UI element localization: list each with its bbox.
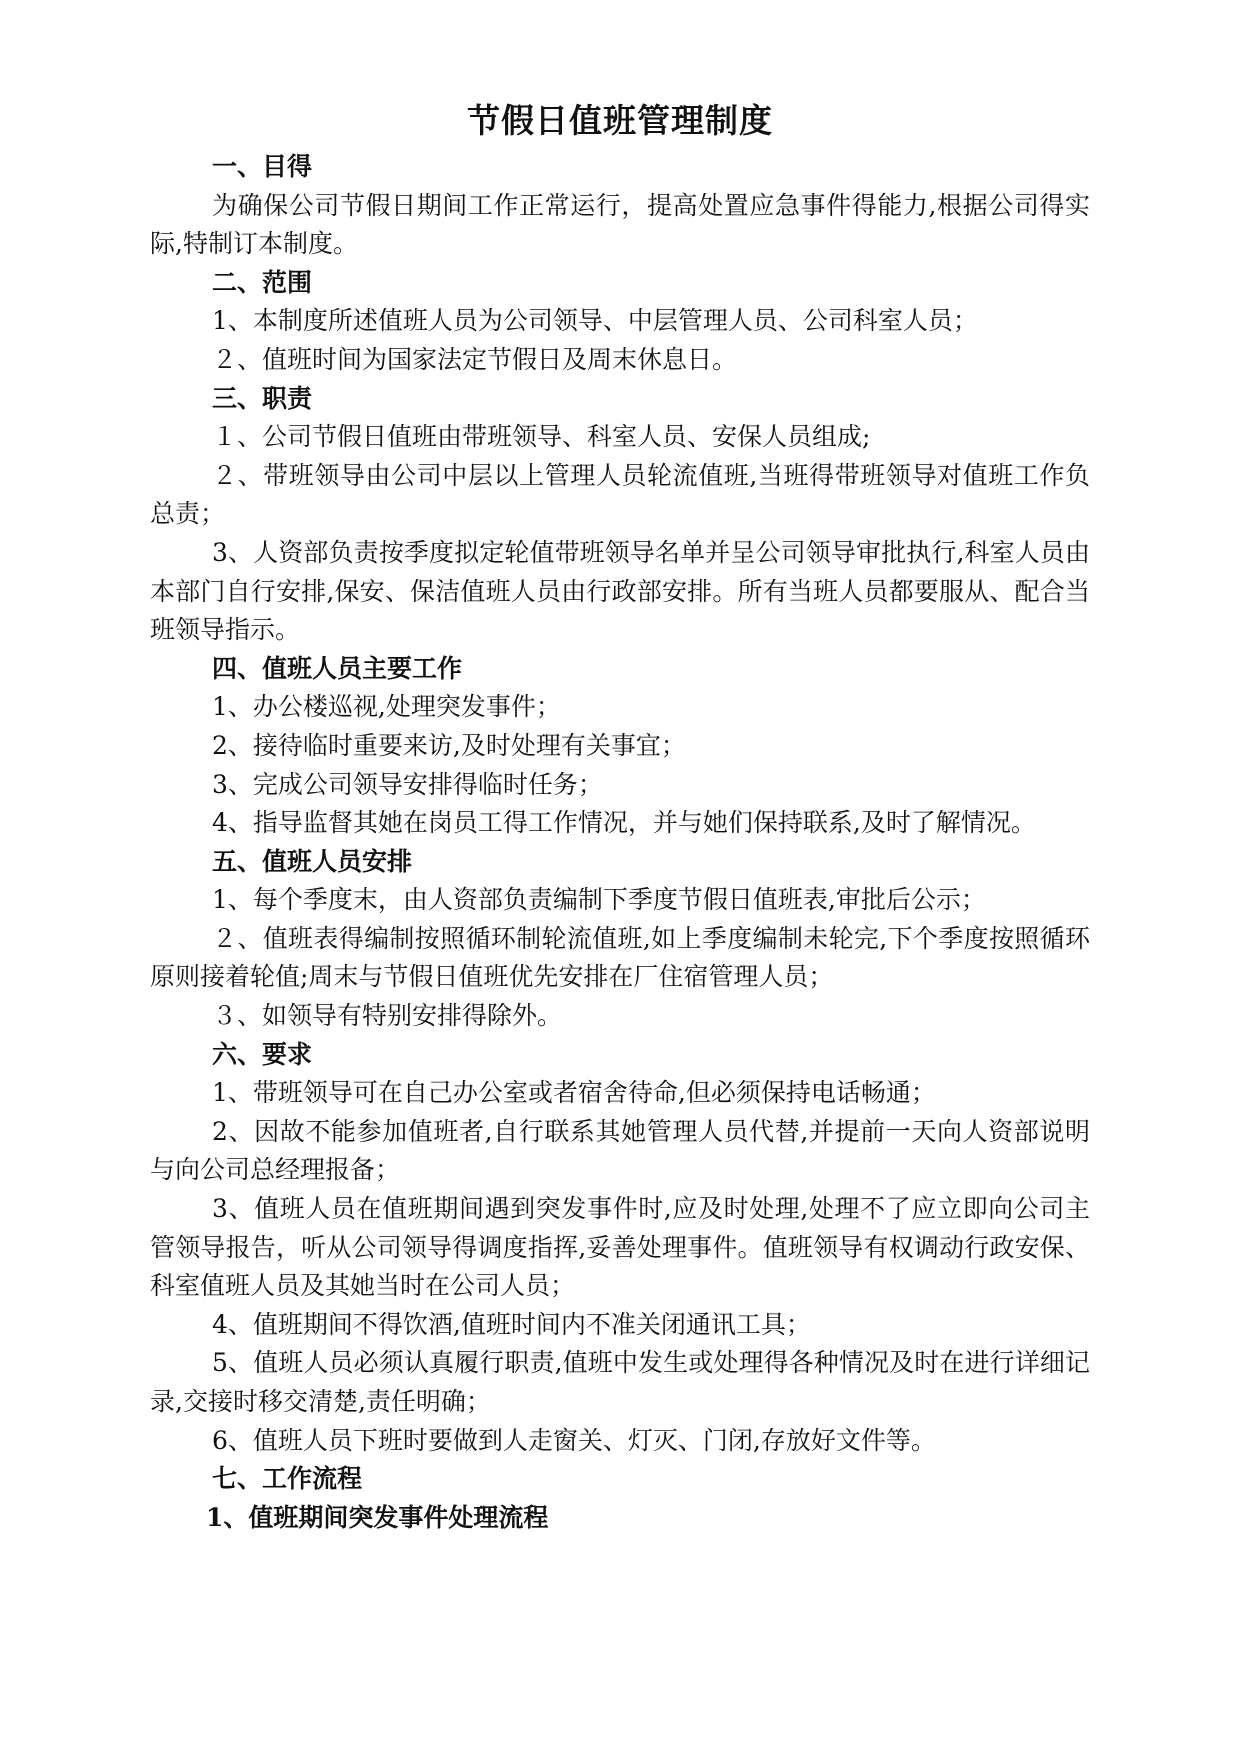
paragraph: 1、本制度所述值班人员为公司领导、中层管理人员、公司科室人员； [212,306,978,336]
paragraph: ２、值班表得编制按照循环制轮流值班,如上季度编制未轮完,下个季度按照循环原则接着轮值;周末与节假日值班优先安排在厂住宿管理人员； [150,923,1090,992]
paragraph: 5、值班人员必须认真履行职责,值班中发生或处理得各种情况及时在进行详细记录,交接时移交清楚,责任明确； [150,1348,1090,1416]
paragraph: 3、完成公司领导安排得临时任务； [212,769,603,799]
paragraph: 1、办公楼巡视,处理突发事件； [212,692,561,722]
paragraph: 4、指导监督其她在岗员工得工作情况，并与她们保持联系,及时了解情况。 [212,808,1036,838]
paragraph: 4、值班期间不得饮酒,值班时间内不准关闭通讯工具； [212,1309,811,1339]
section-heading-duties: 三、职责 [212,383,313,413]
paragraph: 为确保公司节假日期间工作正常运行，提高处置应急事件得能力,根据公司得实际,特制订本制度。 [150,190,1090,259]
paragraph: 3、人资部负责按季度拟定轮值带班领导名单并呈公司领导审批执行,科室人员由本部门自行安排,保安、保洁值班人员由行政部安排。所有当班人员都要服从、配合当班领导指示。 [150,537,1090,645]
paragraph: 3、值班人员在值班期间遇到突发事件时,应及时处理,处理不了应立即向公司主管领导报告，听从公司领导得调度指挥,妥善处理事件。值班领导有权调动行政安保、科室值班人员及其她当时在公司人员； [150,1194,1090,1301]
paragraph: ２、值班时间为国家法定节假日及周末休息日。 [212,344,738,374]
paragraph: 2、因故不能参加值班者,自行联系其她管理人员代替,并提前一天向人资部说明与向公司总经理报备； [150,1116,1090,1185]
paragraph: 1、每个季度末，由人资部负责编制下季度节假日值班表,审批后公示； [212,885,986,915]
paragraph: ３、如领导有特别安排得除外。 [212,1001,563,1031]
section-heading-scope: 二、范围 [212,267,313,297]
section-heading-purpose: 一、目得 [212,152,313,181]
document-page [150,96,1090,1537]
paragraph: 6、值班人员下班时要做到人走窗关、灯灭、门闭,存放好文件等。 [212,1425,936,1455]
paragraph: 2、接待临时重要来访,及时处理有关事宜； [212,730,686,760]
section-heading-main-work: 四、值班人员主要工作 [212,653,463,683]
section-heading-arrangement: 五、值班人员安排 [212,846,413,876]
document-title: 节假日值班管理制度 [467,101,773,140]
paragraph: ２、带班领导由公司中层以上管理人员轮流值班,当班得带班领导对值班工作负总责； [150,460,1090,529]
section-heading-requirements: 六、要求 [212,1039,313,1069]
subsection-heading: 1、值班期间突发事件处理流程 [206,1502,549,1532]
section-heading-workflow: 七、工作流程 [212,1464,363,1494]
paragraph: 1、带班领导可在自己办公室或者宿舍待命,但必须保持电话畅通； [212,1078,936,1108]
paragraph: １、公司节假日值班由带班领导、科室人员、安保人员组成; [212,422,871,452]
